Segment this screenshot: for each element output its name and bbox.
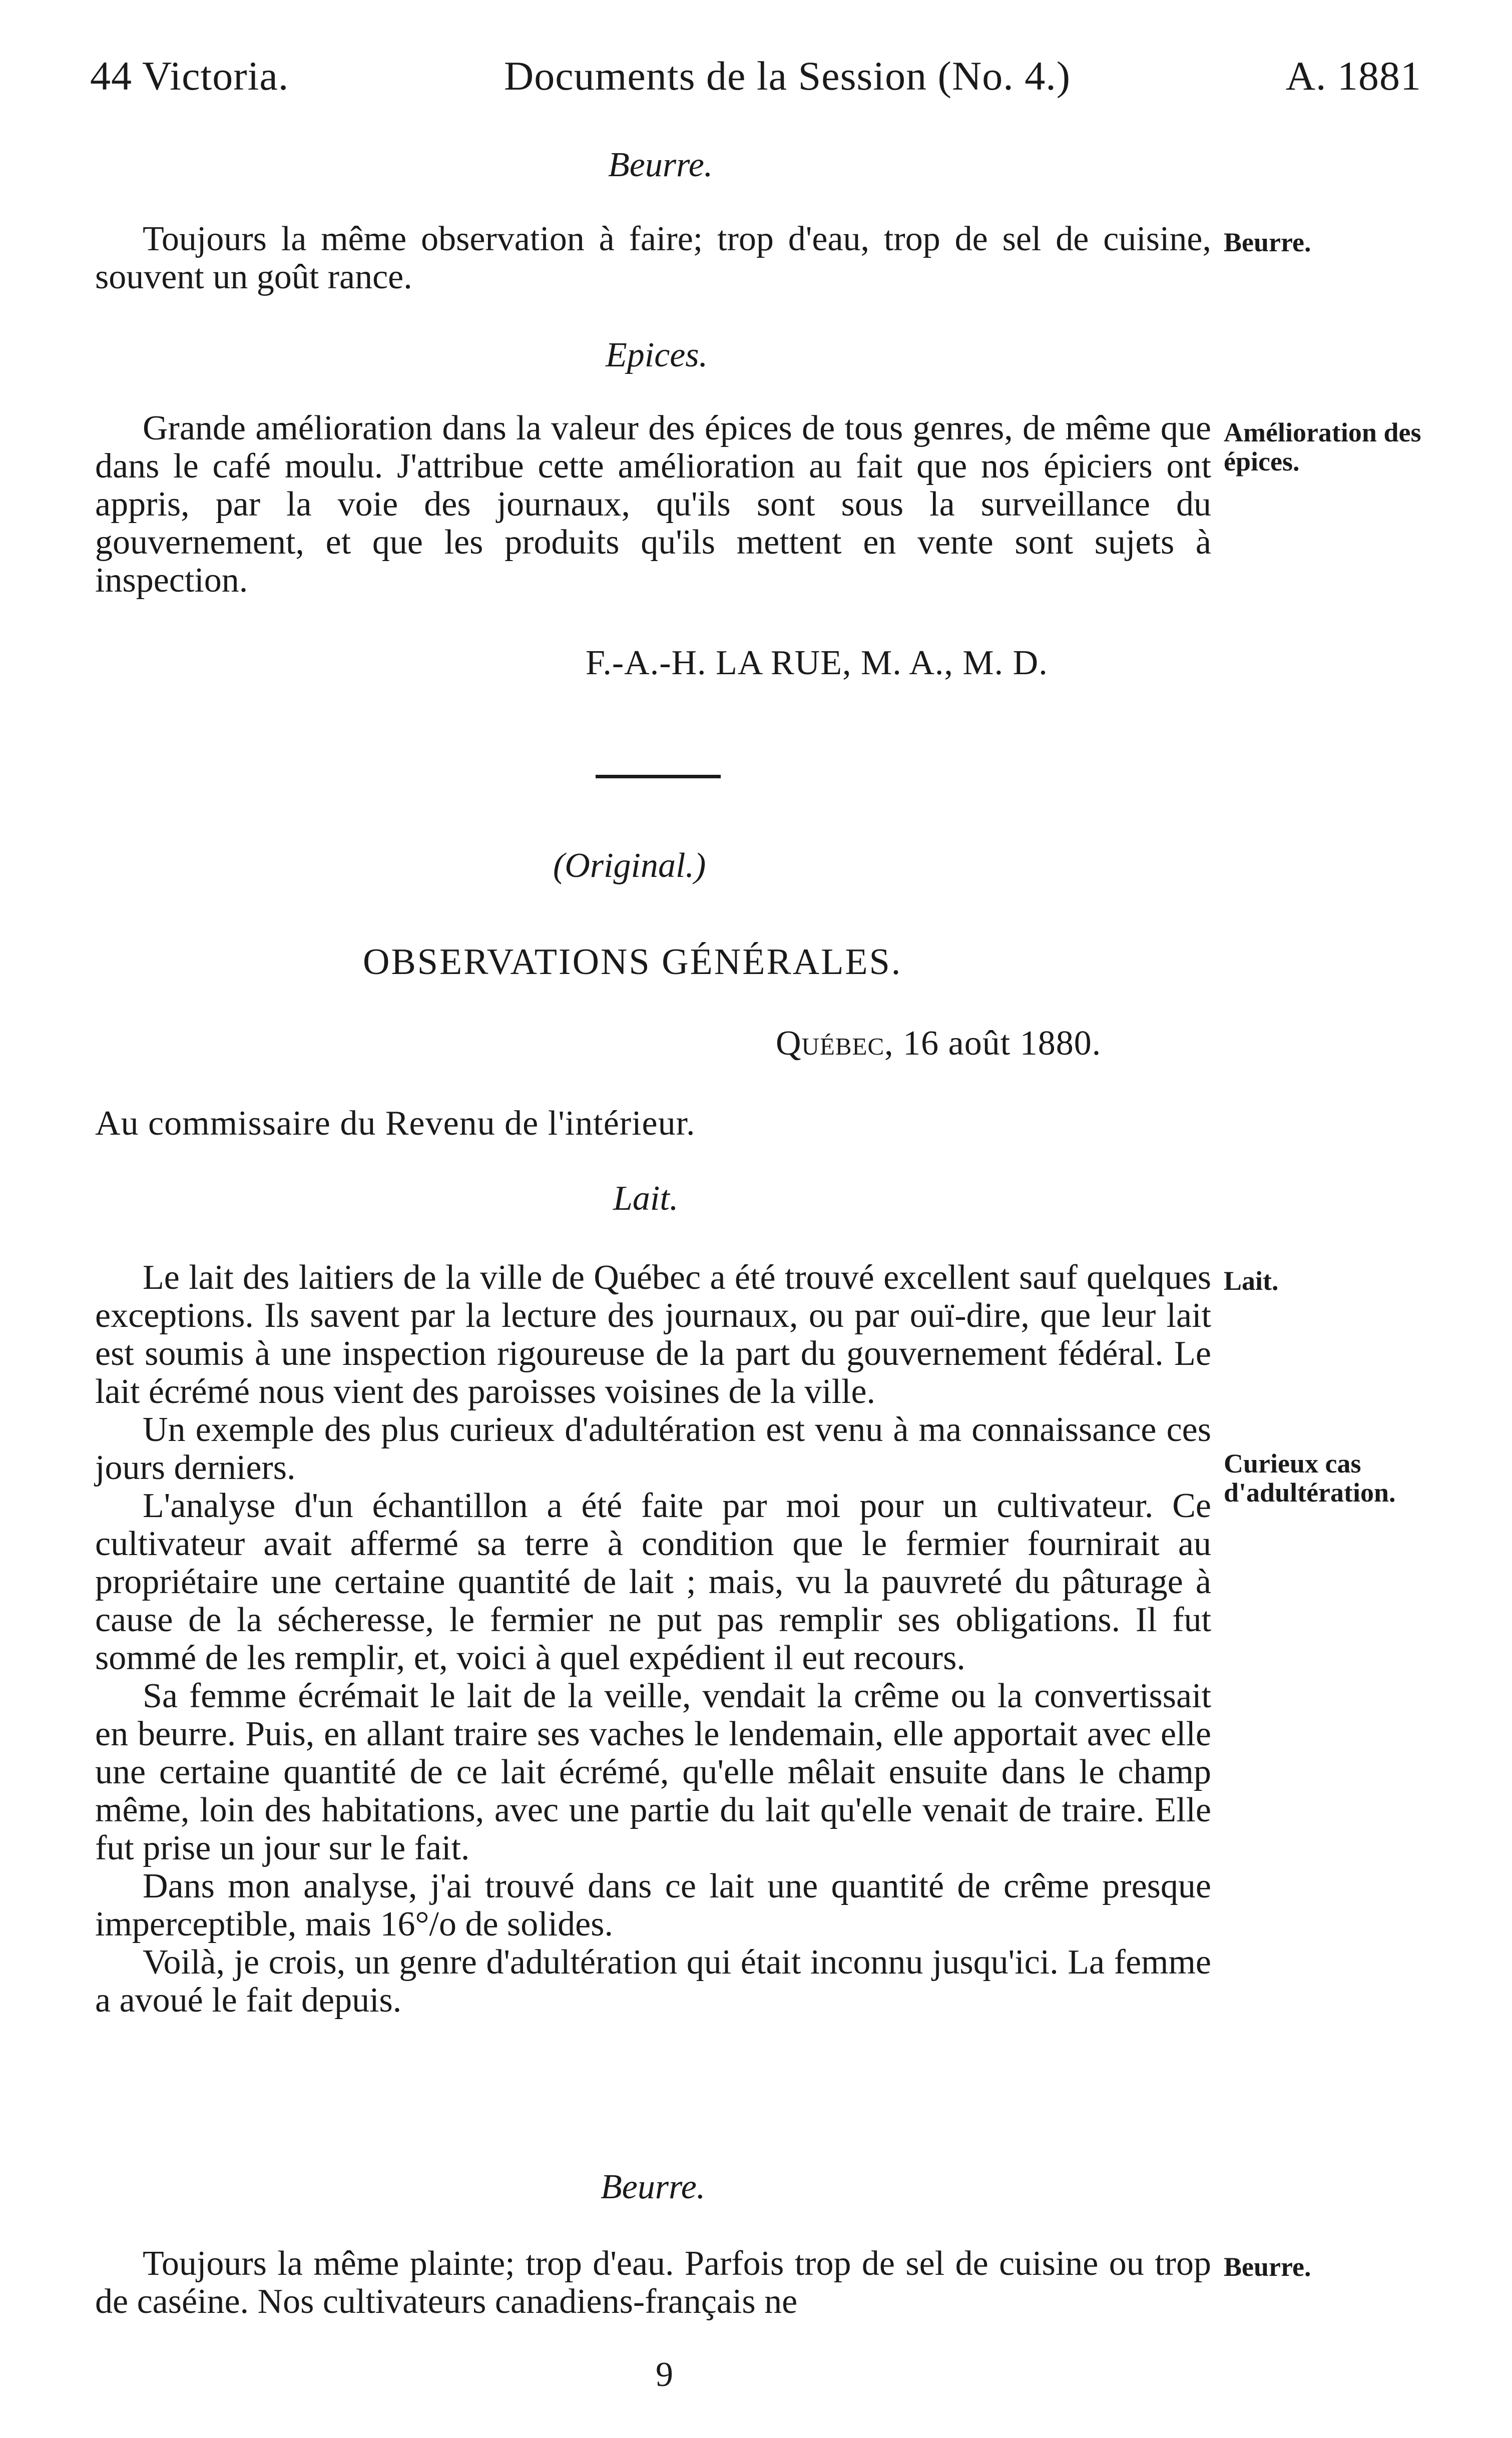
margin-note-beurre-2: Beurre. [1224, 2252, 1311, 2282]
document-title: OBSERVATIONS GÉNÉRALES. [363, 941, 902, 983]
paragraph-epices [95, 409, 1211, 600]
header-document-title: Documents de la Session (No. 4.) [504, 53, 1071, 99]
margin-note-lait: Lait. [1224, 1266, 1279, 1296]
section-divider [596, 775, 721, 778]
paragraph-text: Toujours la même observation à faire; trop d'eau, trop de sel de cuisine, souvent un goût rance. [95, 220, 1211, 296]
paragraph-beurre [95, 220, 1211, 296]
paragraph-lait-3: L'analyse d'un échantillon a été faite par moi pour un cultivateur. Ce cultivateur avait affermé sa terre à condition que le fermier fournirait au propriétaire une certaine quantité de lait ; mais, vu la pauvreté du pâturage à cause de la sécheresse, le fermier ne put pas remplir ses obligations. Il fut sommé de les remplir, et, voici à quel expédient il eut recours. [95, 1487, 1211, 1677]
section-heading-beurre-2: Beurre. [601, 2168, 706, 2206]
section-heading-lait: Lait. [613, 1179, 679, 1218]
addressee: Au commissaire du Revenu de l'intérieur. [95, 1104, 696, 1143]
dateline-place: Québec [776, 1024, 885, 1063]
section-lait-body [95, 1259, 1211, 2020]
paragraph-text: Grande amélioration dans la valeur des épices de tous genres, de même que dans le café moulu. J'attribue cette amélioration au fait que nos épiciers ont appris, par la voie des journaux, qu'ils sont sous la surveillance du gouvernement, et que les produits qu'ils mettent en vente sont sujets à inspection. [95, 409, 1211, 600]
signature: F.-A.-H. LA RUE, M. A., M. D. [586, 644, 1048, 682]
original-label: (Original.) [553, 846, 706, 885]
margin-note-adulteration: Curieux cas d'adultération. [1224, 1448, 1396, 1508]
paragraph-lait-4: Sa femme écrémait le lait de la veille, vendait la crême ou la convertissait en beurre. Puis, en allant traire ses vaches le lendemain, elle apportait avec elle une certaine quantité de ce lait écrémé, qu'elle mêlait ensuite dans le champ même, loin des habitations, avec une partie du lait qu'elle venait de traire. Elle fut prise un jour sur le fait. [95, 1677, 1211, 1867]
margin-note-epices: Amélioration des épices. [1224, 417, 1421, 476]
paragraph-text: Toujours la même plainte; trop d'eau. Parfois trop de sel de cuisine ou trop de caséine. Nos cultivateurs canadiens-français ne [95, 2244, 1211, 2321]
page-header [90, 53, 1421, 100]
paragraph-beurre-2 [95, 2245, 1211, 2321]
margin-note-beurre: Beurre. [1224, 227, 1311, 257]
paragraph-lait-2: Un exemple des plus curieux d'adultération est venu à ma connaissance ces jours derniers. [95, 1410, 1211, 1487]
header-volume: 44 Victoria. [90, 53, 289, 99]
dateline-date: , 16 août 1880. [884, 1024, 1102, 1063]
section-heading-epices: Epices. [606, 336, 708, 374]
dateline [776, 1024, 1101, 1064]
paragraph-lait-6: Voilà, je crois, un genre d'adultération qui était inconnu jusqu'ici. La femme a avoué le fait depuis. [95, 1943, 1211, 2020]
paragraph-lait-1: Le lait des laitiers de la ville de Québec a été trouvé excellent sauf quelques exceptions. Ils savent par la lecture des journaux, ou par ouï-dire, que leur lait est soumis à une inspection rigoureuse de la part du gouvernement fédéral. Le lait écrémé nous vient des paroisses voisines de la ville. [95, 1258, 1211, 1411]
page-number: 9 [656, 2355, 673, 2394]
paragraph-lait-5: Dans mon analyse, j'ai trouvé dans ce lait une quantité de crême presque imperceptible, mais 16°/o de solides. [95, 1867, 1211, 1943]
section-heading-beurre: Beurre. [608, 146, 713, 184]
header-year: A. 1881 [1285, 53, 1421, 99]
